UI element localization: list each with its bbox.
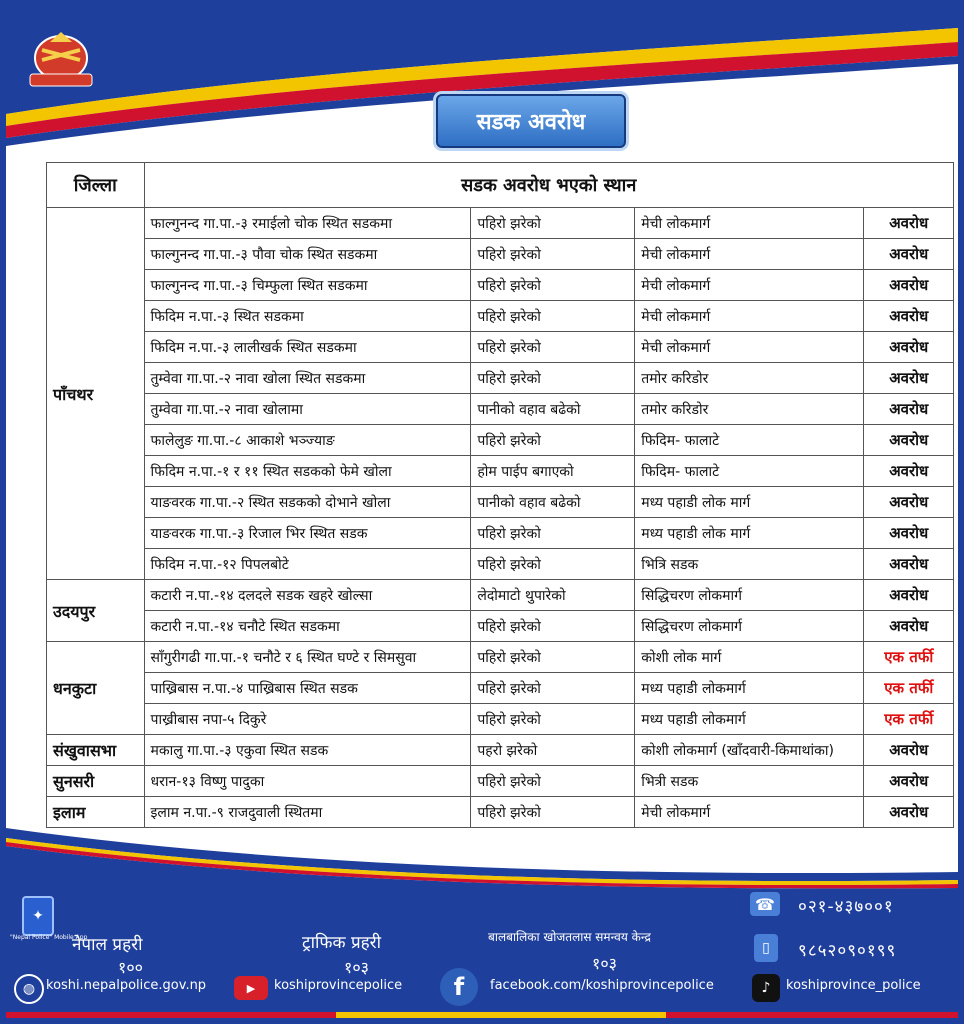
cause-cell: पहिरो झरेको <box>471 642 635 673</box>
route-cell: कोशी लोकमार्ग (खाँदवारी-किमाथांका) <box>635 735 864 766</box>
location-cell: पाख्रिबास न.पा.-४ पाख्रिबास स्थित सडक <box>144 673 471 704</box>
location-cell: पाख्रीबास नपा-५ दिकुरे <box>144 704 471 735</box>
status-cell: अवरोध <box>864 611 954 642</box>
status-cell: अवरोध <box>864 301 954 332</box>
road-blockage-table <box>46 162 954 828</box>
mobile-number: ९८५२०९०१९९ <box>798 941 897 961</box>
location-cell: फाल्गुनन्द गा.पा.-३ रमाईलो चोक स्थित सडकमा <box>144 208 471 239</box>
status-cell: अवरोध <box>864 363 954 394</box>
location-cell: फिदिम न.पा.-१२ पिपलबोटे <box>144 549 471 580</box>
mobile-phone-icon: ▯ <box>754 934 778 962</box>
app-label: "Nepal Police" Mobile App <box>10 934 88 941</box>
location-cell: तुम्वेवा गा.पा.-२ नावा खोलामा <box>144 394 471 425</box>
table-row <box>47 797 954 828</box>
location-cell: कटारी न.पा.-१४ चनौटे स्थित सडकमा <box>144 611 471 642</box>
location-cell: मकालु गा.पा.-३ एकुवा स्थित सडक <box>144 735 471 766</box>
location-cell: कटारी न.पा.-१४ दलदले सडक खहरे खोल्सा <box>144 580 471 611</box>
status-cell: एक तर्फी <box>864 642 954 673</box>
cause-cell: पहिरो झरेको <box>471 518 635 549</box>
status-cell: अवरोध <box>864 332 954 363</box>
table-row <box>47 518 954 549</box>
route-cell: तमोर करिडोर <box>635 363 864 394</box>
cause-cell: पहिरो झरेको <box>471 425 635 456</box>
cause-cell: पहिरो झरेको <box>471 208 635 239</box>
route-cell: मध्य पहाडी लोकमार्ग <box>635 673 864 704</box>
cause-cell: पहिरो झरेको <box>471 239 635 270</box>
district-cell: उदयपुर <box>47 580 145 642</box>
route-cell: मेची लोकमार्ग <box>635 239 864 270</box>
table-body <box>47 208 954 828</box>
child-search-label: बालबालिका खोजतलास समन्वय केन्द्र <box>488 930 651 944</box>
district-cell: पाँचथर <box>47 208 145 580</box>
table-row <box>47 487 954 518</box>
cause-cell: पहरो झरेको <box>471 735 635 766</box>
route-cell: फिदिम- फालाटे <box>635 456 864 487</box>
route-cell: सिद्धिचरण लोकमार्ग <box>635 580 864 611</box>
youtube-link[interactable]: koshiprovincepolice <box>274 978 403 993</box>
location-cell: साँगुरीगढी गा.पा.-१ चनौटे र ६ स्थित घण्टे र सिमसुवा <box>144 642 471 673</box>
district-cell: सुनसरी <box>47 766 145 797</box>
facebook-icon: f <box>440 968 478 1006</box>
table-row <box>47 363 954 394</box>
route-cell: मेची लोकमार्ग <box>635 270 864 301</box>
status-cell: अवरोध <box>864 208 954 239</box>
route-cell: मेची लोकमार्ग <box>635 332 864 363</box>
table-row <box>47 766 954 797</box>
location-cell: फिदिम न.पा.-१ र ११ स्थित सडकको फेमे खोला <box>144 456 471 487</box>
table-header-row <box>47 163 954 208</box>
route-cell: भित्री सडक <box>635 766 864 797</box>
status-cell: अवरोध <box>864 239 954 270</box>
status-cell: अवरोध <box>864 456 954 487</box>
phone-number: ०२१-४३७००१ <box>798 897 894 917</box>
traffic-police-label: ट्राफिक प्रहरी <box>302 933 381 953</box>
cause-cell: पहिरो झरेको <box>471 270 635 301</box>
table-row <box>47 425 954 456</box>
cause-cell: होम पाईप बगाएको <box>471 456 635 487</box>
cause-cell: पहिरो झरेको <box>471 363 635 394</box>
table-row <box>47 642 954 673</box>
status-cell: अवरोध <box>864 580 954 611</box>
cause-cell: पहिरो झरेको <box>471 549 635 580</box>
location-cell: याङवरक गा.पा.-३ रिजाल भिर स्थित सडक <box>144 518 471 549</box>
status-cell: अवरोध <box>864 487 954 518</box>
location-cell: फाल्गुनन्द गा.पा.-३ पौवा चोक स्थित सडकमा <box>144 239 471 270</box>
cause-cell: पहिरो झरेको <box>471 611 635 642</box>
nepal-police-logo-icon <box>20 28 102 90</box>
status-cell: अवरोध <box>864 425 954 456</box>
route-cell: सिद्धिचरण लोकमार्ग <box>635 611 864 642</box>
cause-cell: पहिरो झरेको <box>471 797 635 828</box>
cause-cell: पहिरो झरेको <box>471 301 635 332</box>
table-row <box>47 394 954 425</box>
table-row <box>47 332 954 363</box>
child-search-number: १०३ <box>592 954 617 973</box>
location-cell: तुम्वेवा गा.पा.-२ नावा खोला स्थित सडकमा <box>144 363 471 394</box>
nepal-police-number: १०० <box>118 958 143 977</box>
cause-cell: पहिरो झरेको <box>471 704 635 735</box>
status-cell: एक तर्फी <box>864 673 954 704</box>
table-row <box>47 580 954 611</box>
youtube-icon: ▶ <box>234 976 268 1000</box>
page-title: सडक अवरोध <box>436 94 626 148</box>
table-row <box>47 301 954 332</box>
header-location: सडक अवरोध भएको स्थान <box>144 163 953 208</box>
status-cell: अवरोध <box>864 518 954 549</box>
district-cell: इलाम <box>47 797 145 828</box>
mobile-app-icon: ✦ <box>22 896 54 936</box>
table-row <box>47 673 954 704</box>
cause-cell: पानीको वहाव बढेको <box>471 394 635 425</box>
location-cell: फिदिम न.पा.-३ लालीखर्क स्थित सडकमा <box>144 332 471 363</box>
table-row <box>47 239 954 270</box>
cause-cell: पानीको वहाव बढेको <box>471 487 635 518</box>
status-cell: अवरोध <box>864 797 954 828</box>
table-row <box>47 456 954 487</box>
table-row <box>47 549 954 580</box>
table-row <box>47 735 954 766</box>
location-cell: याङवरक गा.पा.-२ स्थित सडकको दोभाने खोला <box>144 487 471 518</box>
location-cell: धरान-१३ विष्णु पादुका <box>144 766 471 797</box>
status-cell: अवरोध <box>864 270 954 301</box>
table-row <box>47 270 954 301</box>
tiktok-link[interactable]: koshiprovince_police <box>786 978 921 993</box>
status-cell: अवरोध <box>864 549 954 580</box>
traffic-police-number: १०३ <box>344 958 369 977</box>
nepal-police-label: नेपाल प्रहरी <box>72 935 143 955</box>
cause-cell: लेदोमाटो थुपारेको <box>471 580 635 611</box>
location-cell: फाल्गुनन्द गा.पा.-३ चिम्फुला स्थित सडकमा <box>144 270 471 301</box>
table-row <box>47 704 954 735</box>
website-link[interactable]: koshi.nepalpolice.gov.np <box>46 978 207 993</box>
route-cell: तमोर करिडोर <box>635 394 864 425</box>
status-cell: अवरोध <box>864 735 954 766</box>
cause-cell: पहिरो झरेको <box>471 332 635 363</box>
table-row <box>47 208 954 239</box>
location-cell: इलाम न.पा.-९ राजदुवाली स्थितमा <box>144 797 471 828</box>
status-cell: एक तर्फी <box>864 704 954 735</box>
globe-icon: ◍ <box>14 974 44 1004</box>
location-cell: फिदिम न.पा.-३ स्थित सडकमा <box>144 301 471 332</box>
telephone-icon: ☎ <box>750 892 780 916</box>
cause-cell: पहिरो झरेको <box>471 766 635 797</box>
table-row <box>47 611 954 642</box>
route-cell: मेची लोकमार्ग <box>635 797 864 828</box>
header-district: जिल्ला <box>47 163 145 208</box>
route-cell: मध्य पहाडी लोक मार्ग <box>635 487 864 518</box>
route-cell: भित्रि सडक <box>635 549 864 580</box>
district-cell: धनकुटा <box>47 642 145 735</box>
cause-cell: पहिरो झरेको <box>471 673 635 704</box>
location-cell: फालेलुङ गा.पा.-८ आकाशे भञ्ज्याङ <box>144 425 471 456</box>
poster-card <box>6 6 958 1018</box>
status-cell: अवरोध <box>864 394 954 425</box>
route-cell: कोशी लोक मार्ग <box>635 642 864 673</box>
tiktok-icon: ♪ <box>752 974 780 1002</box>
status-cell: अवरोध <box>864 766 954 797</box>
facebook-link[interactable]: facebook.com/koshiprovincepolice <box>490 978 714 993</box>
route-cell: फिदिम- फालाटे <box>635 425 864 456</box>
route-cell: मध्य पहाडी लोकमार्ग <box>635 704 864 735</box>
route-cell: मेची लोकमार्ग <box>635 208 864 239</box>
district-cell: संखुवासभा <box>47 735 145 766</box>
route-cell: मेची लोकमार्ग <box>635 301 864 332</box>
route-cell: मध्य पहाडी लोक मार्ग <box>635 518 864 549</box>
